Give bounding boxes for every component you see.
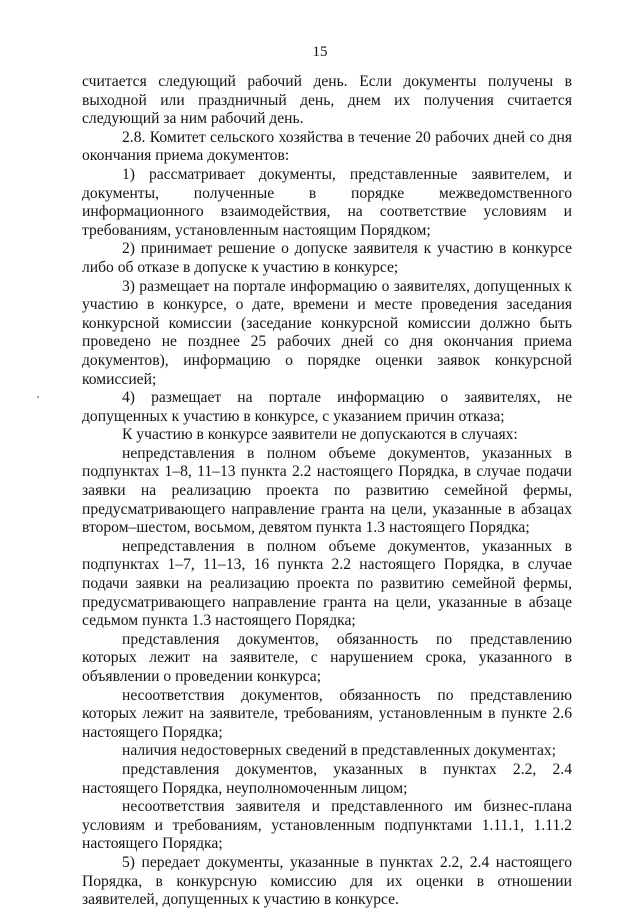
page-number: 15 <box>312 44 328 60</box>
paragraph-exclusion-case: непредставления в полном объеме документов, указанных в подпунктах 1–7, 11–13, 16 пункта 2.2 настоящего Порядка, в случае подачи заявки на реализацию проекта по развитию семейной фермы, предусматривающего направление гранта на цели, указанные в абзаце седьмом пункта 1.3 настоящего Порядка; <box>82 537 572 630</box>
margin-mark <box>37 396 39 398</box>
paragraph-item-5: 5) передает документы, указанные в пунктах 2.2, 2.4 настоящего Порядка, в конкурсную комиссию для их оценки в отношении заявителей, допущенных к участию в конкурсе. <box>82 853 572 909</box>
paragraph-clause-2-8: 2.8. Комитет сельского хозяйства в течение 20 рабочих дней со дня окончания приема документов: <box>82 128 572 165</box>
paragraph-exclusion-case: представления документов, указанных в пунктах 2.2, 2.4 настоящего Порядка, неуполномоченным лицом; <box>82 760 572 797</box>
paragraph-exclusion-case: несоответствия документов, обязанность по представлению которых лежит на заявителе, требованиям, установленным в пункте 2.6 настоящего Порядка; <box>82 686 572 741</box>
paragraph-exclusion-case: представления документов, обязанность по представлению которых лежит на заявителе, с нарушением срока, указанного в объявлении о проведении конкурса; <box>82 630 572 685</box>
paragraph-item-4: 4) размещает на портале информацию о заявителях, не допущенных к участию в конкурсе, с указанием причин отказа; <box>82 389 572 425</box>
paragraph-exclusion-case: несоответствия заявителя и представленного им бизнес-плана условиям и требованиям, установленным подпунктами 1.11.1, 1.11.2 настоящего Порядка; <box>82 798 572 853</box>
paragraph-exclusion-case: непредставления в полном объеме документов, указанных в подпунктах 1–8, 11–13 пункта 2.2 настоящего Порядка, в случае подачи заявки на реализацию проекта по развитию семейной фермы, предусматривающего направление гранта на цели, указанные в абзацах втором–шестом, восьмом, девятом пункта 1.3 настоящего Порядка; <box>82 444 572 537</box>
paragraph-item-1: 1) рассматривает документы, представленные заявителем, и документы, полученные в порядке межведомственного информационного взаимодействия, на соответствие условиям и требованиям, установленным настоящим Порядком; <box>82 165 572 239</box>
paragraph-item-3: 3) размещает на портале информацию о заявителях, допущенных к участию в конкурсе, о дате, времени и месте проведения заседания конкурсной комиссии (заседание конкурсной комиссии должно быть проведено не позднее 25 рабочих дней со дня окончания приема документов), информацию о порядке оценки заявок конкурсной комиссией; <box>82 277 572 388</box>
paragraph-exclusion-intro: К участию в конкурсе заявители не допускаются в случаях: <box>122 426 518 444</box>
paragraph-continuation: считается следующий рабочий день. Если документы получены в выходной или праздничный день, днем их получения считается следующий за ним рабочий день. <box>82 73 572 128</box>
paragraph-exclusion-case: наличия недостоверных сведений в представленных документах; <box>122 742 556 760</box>
paragraph-item-2: 2) принимает решение о допуске заявителя к участию в конкурсе либо об отказе в допуске к участию в конкурсе; <box>82 240 572 276</box>
document-body <box>82 73 572 910</box>
